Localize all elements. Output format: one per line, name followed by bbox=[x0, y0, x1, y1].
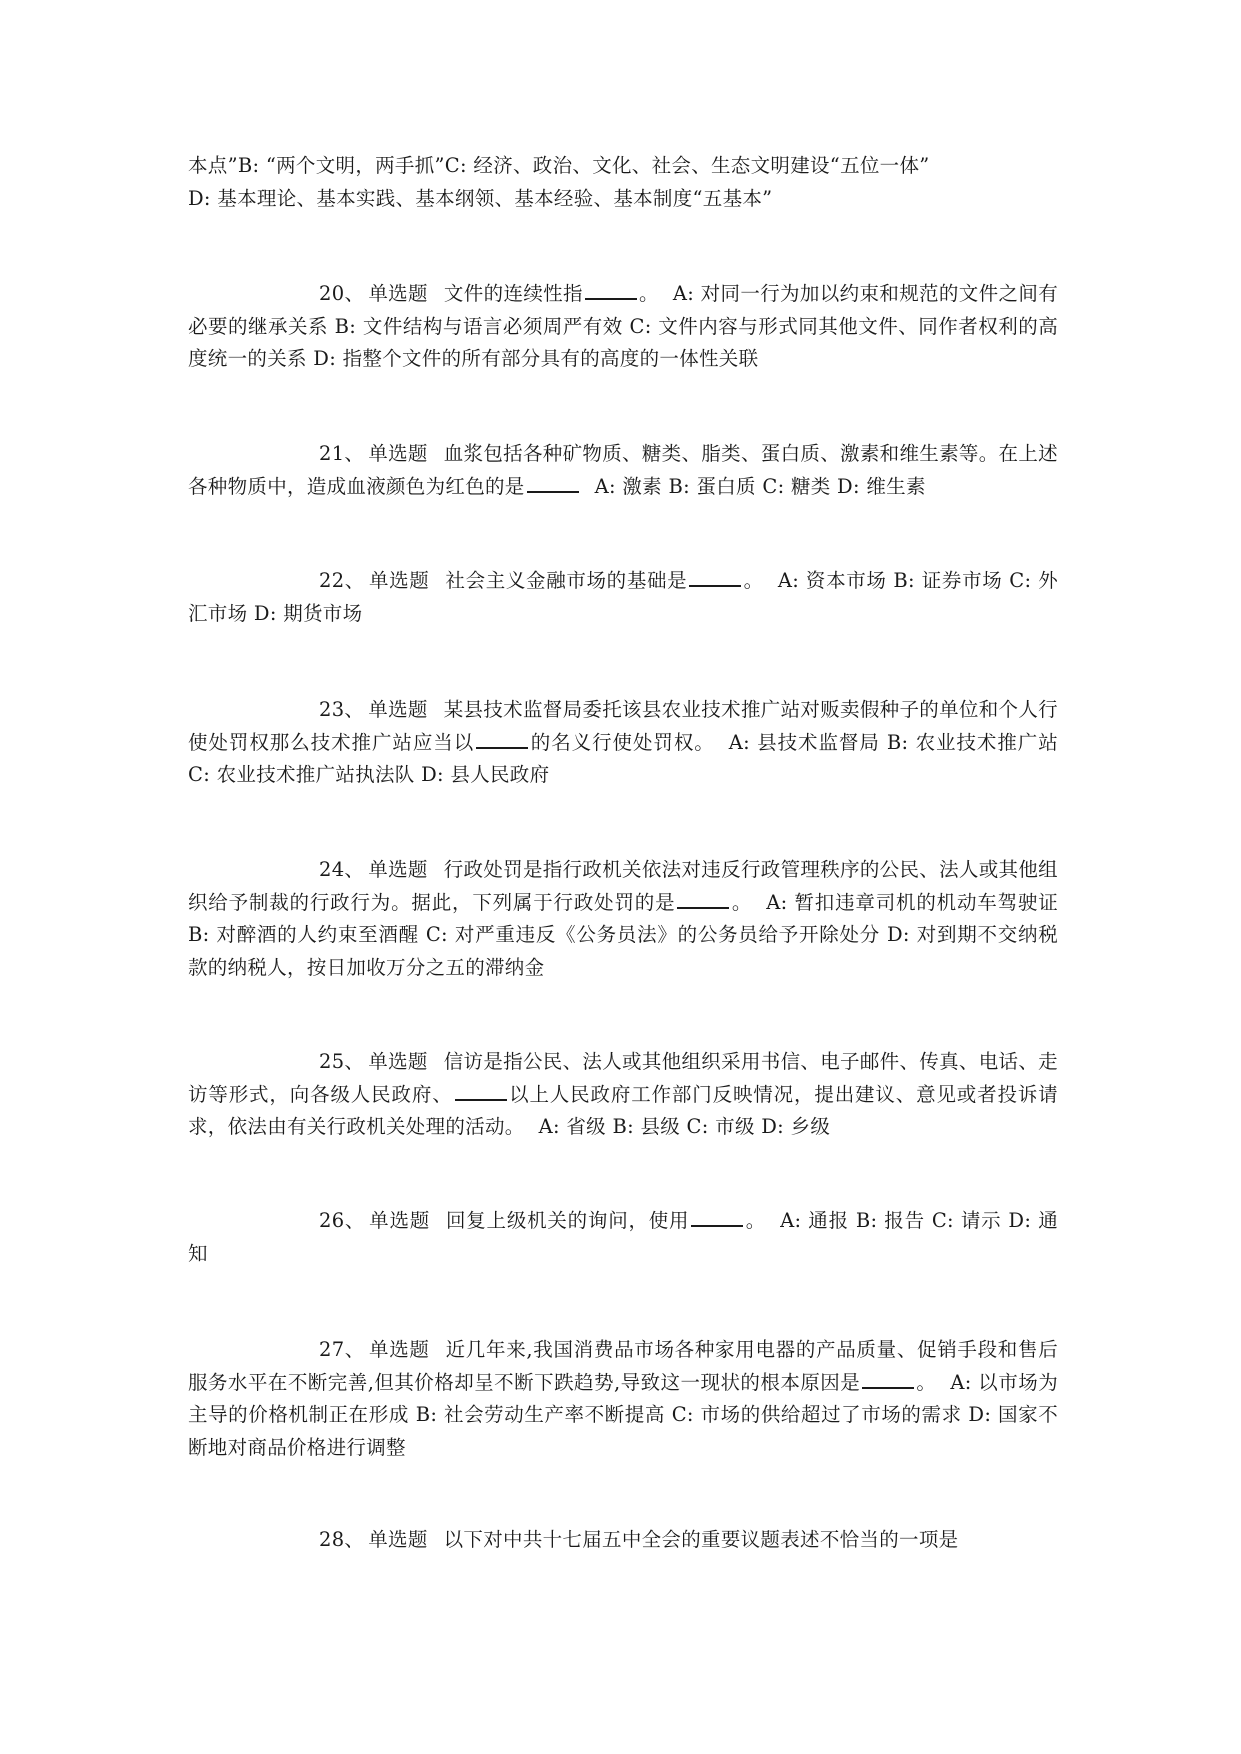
question-type: 单选题 bbox=[368, 282, 428, 305]
question-options: A: 以市场为主导的价格机制正在形成 B: 社会劳动生产率不断提高 C: 市场的供给超过了市场的需求 D: 国家不断地对商品价格进行调整 bbox=[188, 1370, 1058, 1459]
question-options: A: 县技术监督局 B: 农业技术推广站 C: 农业技术推广站执法队 D: 县人民政府 bbox=[188, 730, 1059, 786]
question-stem-end: 。 bbox=[743, 569, 764, 592]
answer-blank bbox=[677, 887, 729, 909]
question-22 bbox=[188, 565, 1058, 630]
answer-blank bbox=[585, 278, 637, 300]
question-stem-end: 。 bbox=[638, 282, 659, 305]
question-stem: 回复上级机关的询问，使用 bbox=[446, 1209, 690, 1232]
question-stem: 某县技术监督局委托该县农业技术推广站对贩卖假种子的单位和个人行使处罚权那么技术推广站应当以 bbox=[188, 698, 1058, 754]
question-number: 22、 bbox=[319, 569, 365, 592]
question-type: 单选题 bbox=[368, 698, 428, 721]
question-options: A: 对同一行为加以约束和规范的文件之间有必要的继承关系 B: 文件结构与语言必须周严有效 C: 文件内容与形式同其他文件、同作者权利的高度统一的关系 D: 指整个文件的所有部分具有的高度的一体性关联 bbox=[188, 282, 1058, 370]
question-number: 21、 bbox=[319, 442, 365, 465]
answer-blank bbox=[527, 471, 579, 493]
previous-question-fragment bbox=[188, 150, 1058, 215]
question-23 bbox=[188, 694, 1058, 792]
question-type: 单选题 bbox=[369, 1209, 430, 1232]
question-stem-end: 。 bbox=[731, 890, 753, 914]
question-stem: 社会主义金融市场的基础是 bbox=[445, 569, 688, 592]
question-type: 单选题 bbox=[368, 1050, 428, 1073]
question-26 bbox=[188, 1205, 1058, 1270]
question-number: 28、 bbox=[319, 1528, 365, 1551]
answer-blank bbox=[862, 1367, 914, 1389]
question-number: 24、 bbox=[319, 858, 365, 881]
answer-blank bbox=[476, 727, 528, 749]
question-options: A: 省级 B: 县级 C: 市级 D: 乡级 bbox=[538, 1115, 831, 1138]
question-number: 26、 bbox=[319, 1209, 366, 1232]
question-20 bbox=[188, 278, 1058, 376]
question-stem: 近几年来,我国消费品市场各种家用电器的产品质量、促销手段和售后服务水平在不断完善,但其价格却呈不断下跌趋势,导致这一现状的根本原因是 bbox=[188, 1338, 1059, 1394]
answer-blank bbox=[455, 1079, 507, 1101]
fragment-line-2: D: 基本理论、基本实践、基本纲领、基本经验、基本制度“五基本” bbox=[188, 186, 773, 210]
question-24 bbox=[188, 854, 1058, 984]
question-type: 单选题 bbox=[368, 858, 428, 881]
question-stem-end: 。 bbox=[745, 1209, 767, 1232]
question-number: 25、 bbox=[319, 1050, 365, 1073]
question-number: 27、 bbox=[319, 1338, 366, 1361]
question-options: A: 通报 B: 报告 C: 请示 D: 通知 bbox=[188, 1209, 1058, 1265]
question-stem-end: 。 bbox=[916, 1370, 937, 1394]
question-stem: 信访是指公民、法人或其他组织采用书信、电子邮件、传真、电话、走访等形式，向各级人民政府、 bbox=[188, 1050, 1058, 1106]
question-type: 单选题 bbox=[369, 1338, 430, 1361]
answer-blank bbox=[689, 565, 741, 587]
fragment-line-1: 本点”B: “两个文明，两手抓”C: 经济、政治、文化、社会、生态文明建设“五位一体” bbox=[188, 154, 930, 177]
question-stem: 文件的连续性指 bbox=[443, 282, 583, 305]
question-27 bbox=[188, 1334, 1058, 1464]
question-stem: 行政处罚是指行政机关依法对违反行政管理秩序的公民、法人或其他组织给予制裁的行政行为。据此，下列属于行政处罚的是 bbox=[188, 858, 1058, 914]
answer-blank bbox=[691, 1205, 743, 1227]
question-number: 23、 bbox=[319, 698, 365, 721]
question-21 bbox=[188, 438, 1058, 503]
question-stem-end: 的名义行使处罚权。 bbox=[530, 730, 715, 754]
question-type: 单选题 bbox=[368, 569, 430, 592]
question-28 bbox=[188, 1524, 1058, 1557]
question-options: A: 激素 B: 蛋白质 C: 糖类 D: 维生素 bbox=[594, 474, 926, 498]
question-number: 20、 bbox=[319, 282, 365, 305]
question-type: 单选题 bbox=[368, 1528, 428, 1551]
question-type: 单选题 bbox=[368, 442, 428, 465]
question-options: A: 暂扣违章司机的机动车驾驶证 B: 对醉酒的人约束至酒醒 C: 对严重违反《公务员法》的公务员给予开除处分 D: 对到期不交纳税款的纳税人，按日加收万分之五的滞纳金 bbox=[188, 890, 1058, 979]
question-stem: 血浆包括各种矿物质、糖类、脂类、蛋白质、激素和维生素等。在上述各种物质中，造成血液颜色为红色的是 bbox=[188, 442, 1058, 498]
question-25 bbox=[188, 1046, 1058, 1144]
question-options: A: 资本市场 B: 证券市场 C: 外汇市场 D: 期货市场 bbox=[188, 569, 1058, 625]
question-stem-end: 以上人民政府工作部门反映情况，提出建议、意见或者投诉请求，依法由有关行政机关处理的活动。 bbox=[188, 1082, 1058, 1138]
question-stem: 以下对中共十七届五中全会的重要议题表述不恰当的一项是 bbox=[443, 1528, 959, 1551]
